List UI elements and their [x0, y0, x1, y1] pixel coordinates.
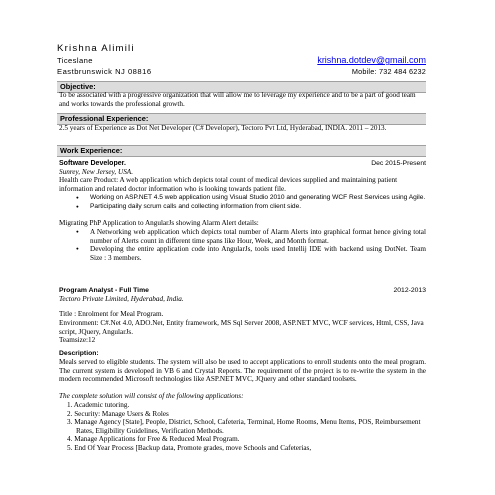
migrating-bullets	[76, 228, 426, 263]
project-description: Meals served to eligible students. The system will also be used to accept applications to enroll students onto the meal program. The current system is developed in VB 6 and Crystal Reports. The requirement of the project is to re-write the system in the modern recommended Microsoft technologies like ASP.NET MVC, JQuery and other standard toolsets.	[59, 358, 426, 384]
list-item: 1. Academic tutoring.	[67, 401, 130, 409]
objective-heading: Objective:	[60, 82, 96, 91]
description-label: Description:	[59, 350, 99, 357]
list-item: 4. Manage Applications for Free & Reduced Meal Program.	[67, 435, 240, 444]
modules-intro: The complete solution will consist of the following applications:	[59, 392, 244, 400]
work-heading: Work Experience:	[60, 146, 123, 155]
professional-text: 2.5 years of Experience as Dot Net Developer (C# Developer), Tectoro Pvt Ltd, Hyderabad, INDIA. 2011 – 2013.	[59, 124, 387, 132]
address-line-1: Ticeslane	[57, 56, 93, 65]
email-link[interactable]: krishna.dotdev@gmail.com	[317, 55, 426, 65]
project-environment: Environment: C#.Net 4.0, ADO.Net, Entity framework, MS Sql Server 2008, ASP.NET MVC, WCF services, Html, CSS, Java script, JQuery, AngularJs.	[59, 319, 424, 336]
professional-heading: Professional Experience:	[60, 114, 149, 123]
project-teamsize: Teamsize:12	[59, 336, 96, 344]
list-item: 3. Manage Agency [State], People, District, School, Cafeteria, Terminal, Home Rooms, Menu Items, POS, Reimbursement Rates, Eligibility Guidelines, Verification Methods.	[67, 418, 421, 435]
list-item: ● Participating daily scrum calls and collecting information from client side.	[76, 203, 426, 211]
job1-title: Software Developer.	[59, 160, 126, 167]
list-item: 2. Security: Manage Users & Roles	[67, 409, 169, 418]
job2-company: Tectoro Private Limited, Hyderabad, India.	[59, 295, 184, 303]
address-line-2: Eastbrunswick NJ 08816	[57, 67, 152, 76]
work-heading-band	[57, 145, 426, 157]
list-item: ● Working on ASP.NET 4.5 web application using Visual Studio 2010 and generating WCF Rest Services using Agile.	[76, 194, 426, 202]
job2-date: 2012-2013	[393, 287, 426, 294]
list-item: ● Developing the entire application code into AngularJs, tools used Intellij IDE with backend using DotNet. Team Size : 3 members.	[76, 245, 426, 262]
project-title: Title : Enrolment for Meal Program.	[59, 310, 164, 318]
job2-title: Program Analyst - Full Time	[59, 287, 149, 294]
job1-date: Dec 2015-Present	[371, 160, 426, 167]
mobile-number: Mobile: 732 484 6232	[351, 67, 426, 76]
objective-text: To be associated with a progressive organization that will allow me to leverage my experience and to be a part of good team and works towards the professional growth.	[59, 91, 416, 108]
modules-list	[67, 401, 427, 453]
job1-product: Health care Product: A web application which depicts total count of medical devices supplied and maintaining patient information and related doctor information who is looking towards patient file.	[59, 176, 398, 193]
candidate-name: Krishna Alimili	[57, 43, 135, 54]
migrating-heading: Migrating PhP Application to AngularJs showing Alarm Alert details:	[59, 219, 259, 227]
list-item: 5. End Of Year Process [Backup data, Promote grades, move Schools and Cafeterias,	[67, 443, 312, 452]
list-item: ● A Networking web application which depicts total number of Alarm Alerts into graphical format hence giving total number of Alerts count in different time spans like Hour, Week, and Month format.	[76, 228, 426, 245]
job1-location: Sunrey, New Jersey, USA.	[59, 168, 133, 176]
job1-bullets	[76, 194, 426, 212]
